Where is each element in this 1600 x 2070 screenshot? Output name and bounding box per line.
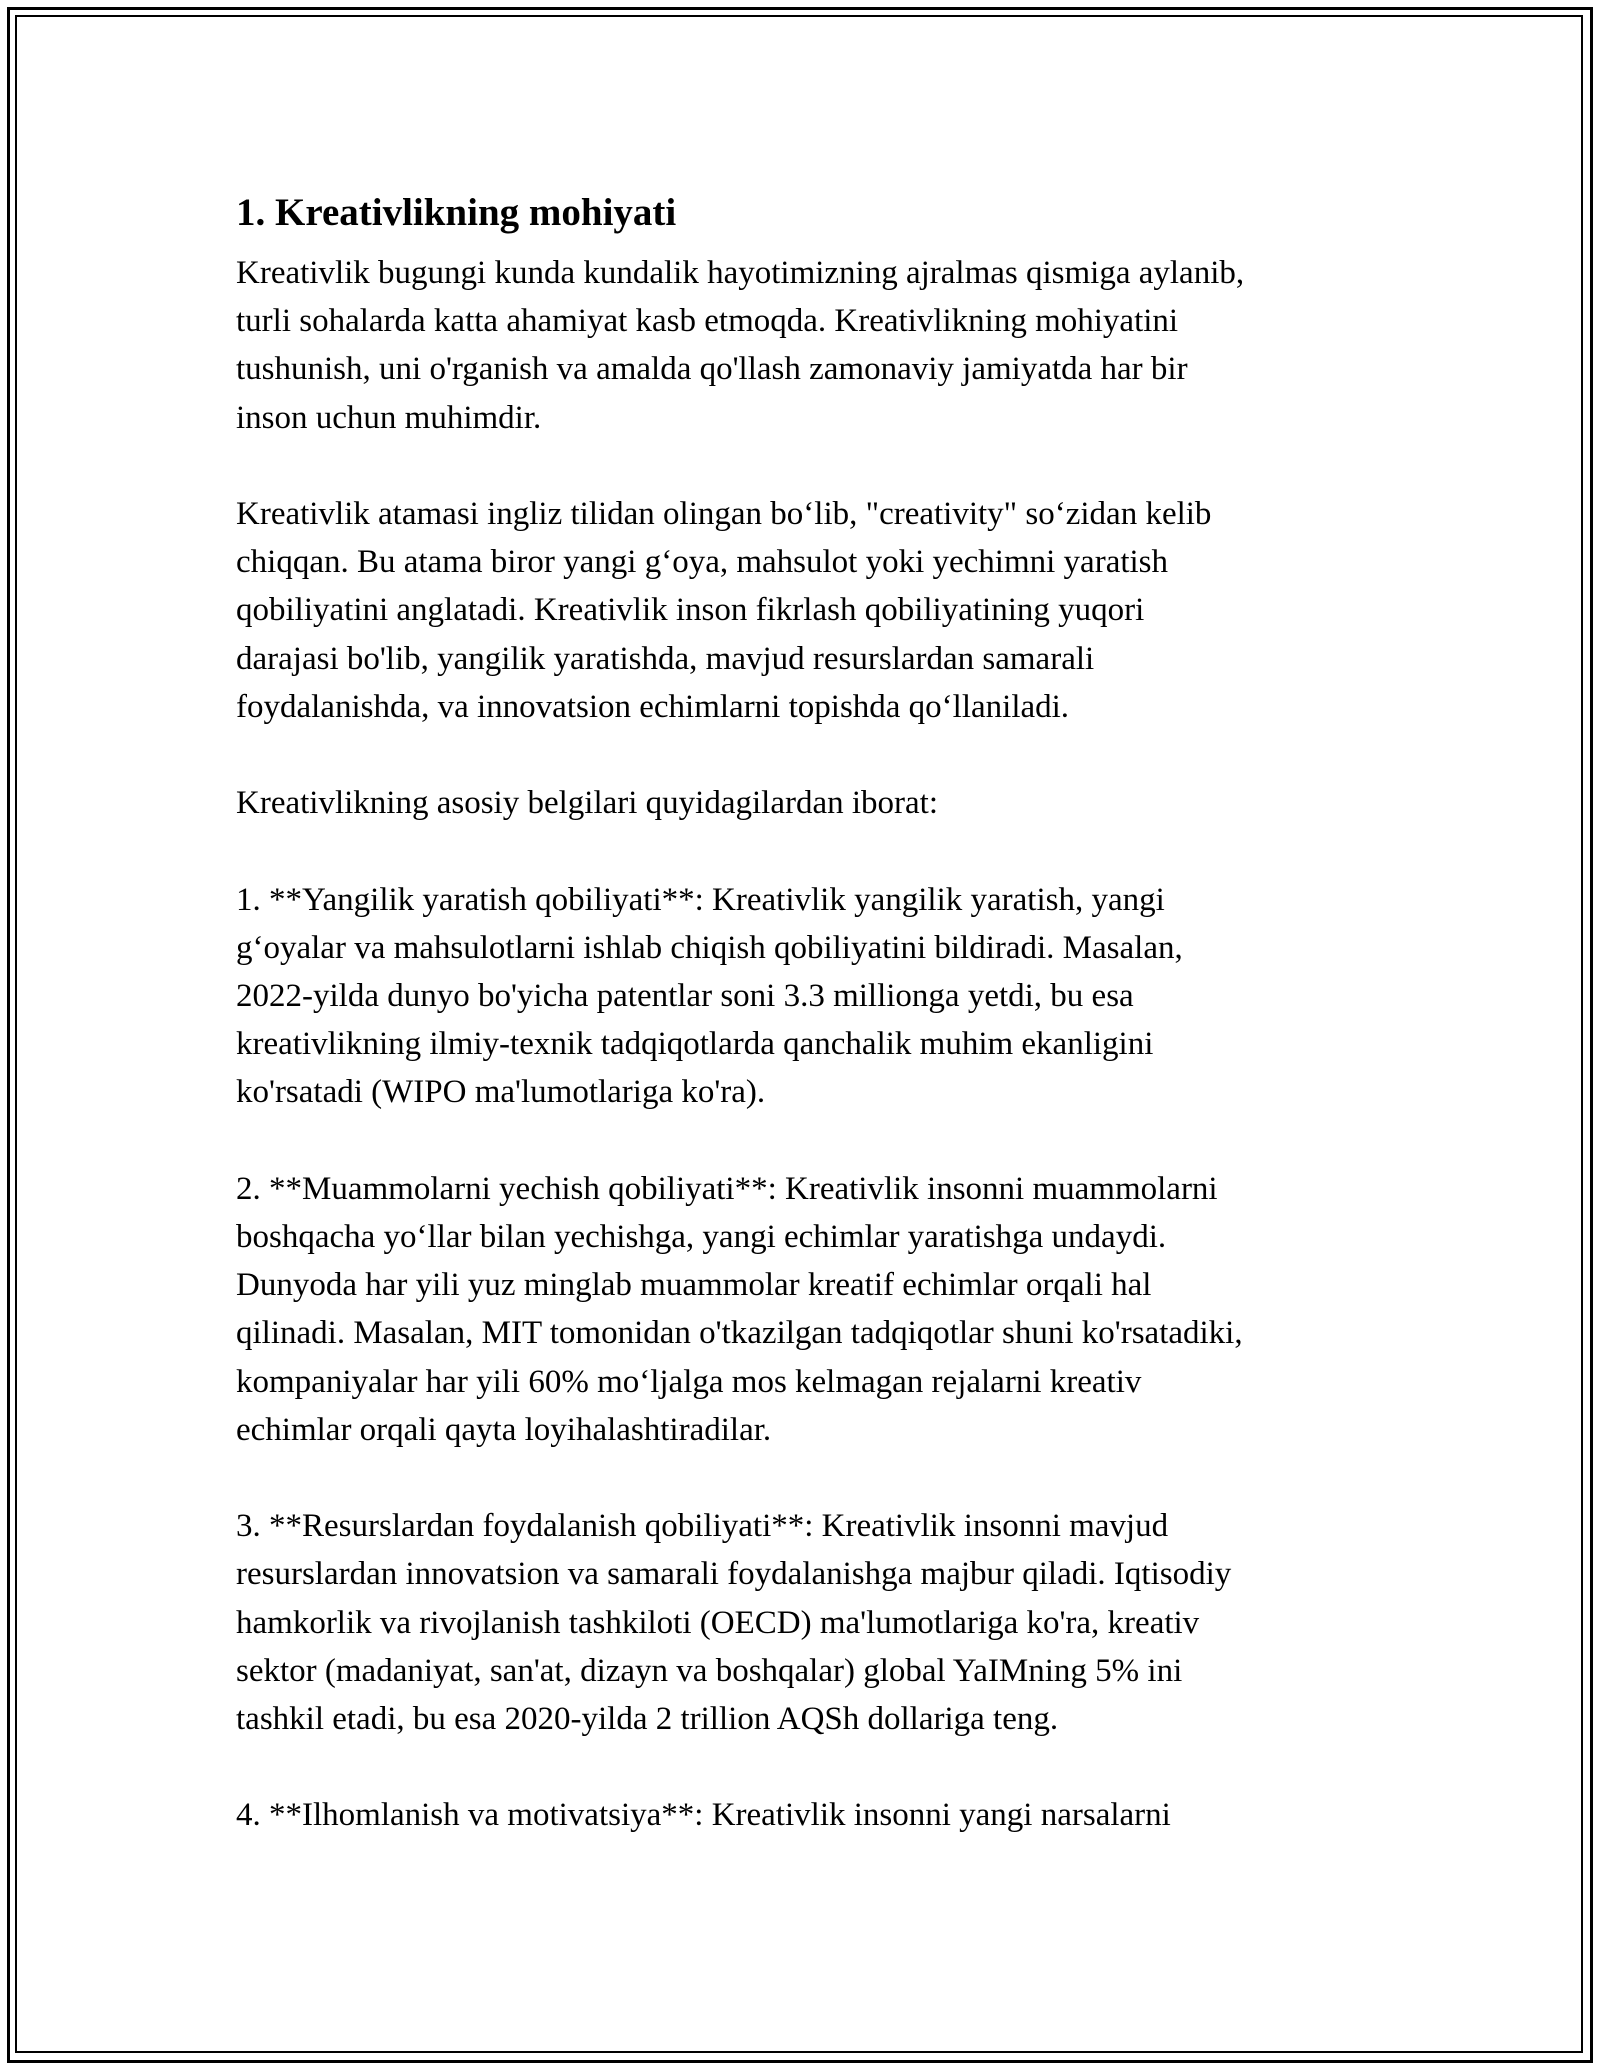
document-body: [236, 183, 1366, 1888]
feature-item-3: 3. **Resurslardan foydalanish qobiliyati**: Kreativlik insonni mavjud resurslardan innovatsion va samarali foydalanishga majbur qiladi. Iqtisodiy hamkorlik va rivojlanish tashkiloti (OECD) ma'lumotlariga ko'ra, kreativ sektor (madaniyat, san'at, dizayn va boshqalar) global YaIMning 5% ini tashkil etadi, bu esa 2020-yilda 2 trillion AQSh dollariga teng.: [236, 1508, 1232, 1738]
feature-item-4: 4. **Ilhomlanish va motivatsiya**: Kreativlik insonni yangi narsalarni: [236, 1797, 1171, 1834]
definition-paragraph: Kreativlik atamasi ingliz tilidan olingan bo‘lib, "creativity" so‘zidan kelib chiqqan. Bu atama biror yangi g‘oya, mahsulot yoki yechimni yaratish qobiliyatini anglatadi. Kreativlik inson fikrlash qobiliyatining yuqori darajasi bo'lib, yangilik yaratishda, mavjud resurslardan samarali foydalanishda, va innovatsion echimlarni topishda qo‘llaniladi.: [236, 496, 1212, 725]
feature-item-2: 2. **Muammolarni yechish qobiliyati**: Kreativlik insonni muammolarni boshqacha yo‘llar bilan yechishga, yangi echimlar yaratishga undaydi. Dunyoda har yili yuz minglab muammolar kreatif echimlar orqali hal qilinadi. Masalan, MIT tomonidan o'tkazilgan tadqiqotlar shuni ko'rsatadiki, kompaniyalar har yili 60% mo‘ljalga mos kelmagan rejalarni kreativ echimlar orqali qayta loyihalashtiradilar.: [236, 1170, 1243, 1448]
features-intro-paragraph: Kreativlikning asosiy belgilari quyidagilardan iborat:: [236, 785, 938, 822]
intro-paragraph: Kreativlik bugungi kunda kundalik hayotimizning ajralmas qismiga aylanib, turli sohalarda katta ahamiyat kasb etmoqda. Kreativlikning mohiyatini tushunish, uni o'rganish va amalda qo'llash zamonaviy jamiyatda har bir inson uchun muhimdir.: [236, 255, 1245, 436]
feature-item-1: 1. **Yangilik yaratish qobiliyati**: Kreativlik yangilik yaratish, yangi g‘oyalar va mahsulotlarni ishlab chiqish qobiliyatini bildiradi. Masalan, 2022-yilda dunyo bo'yicha patentlar soni 3.3 millionga yetdi, bu esa kreativlikning ilmiy-texnik tadqiqotlarda qanchalik muhim ekanligini ko'rsatadi (WIPO ma'lumotlariga ko'ra).: [236, 881, 1183, 1111]
section-title: 1. Kreativlikning mohiyati: [236, 191, 677, 234]
